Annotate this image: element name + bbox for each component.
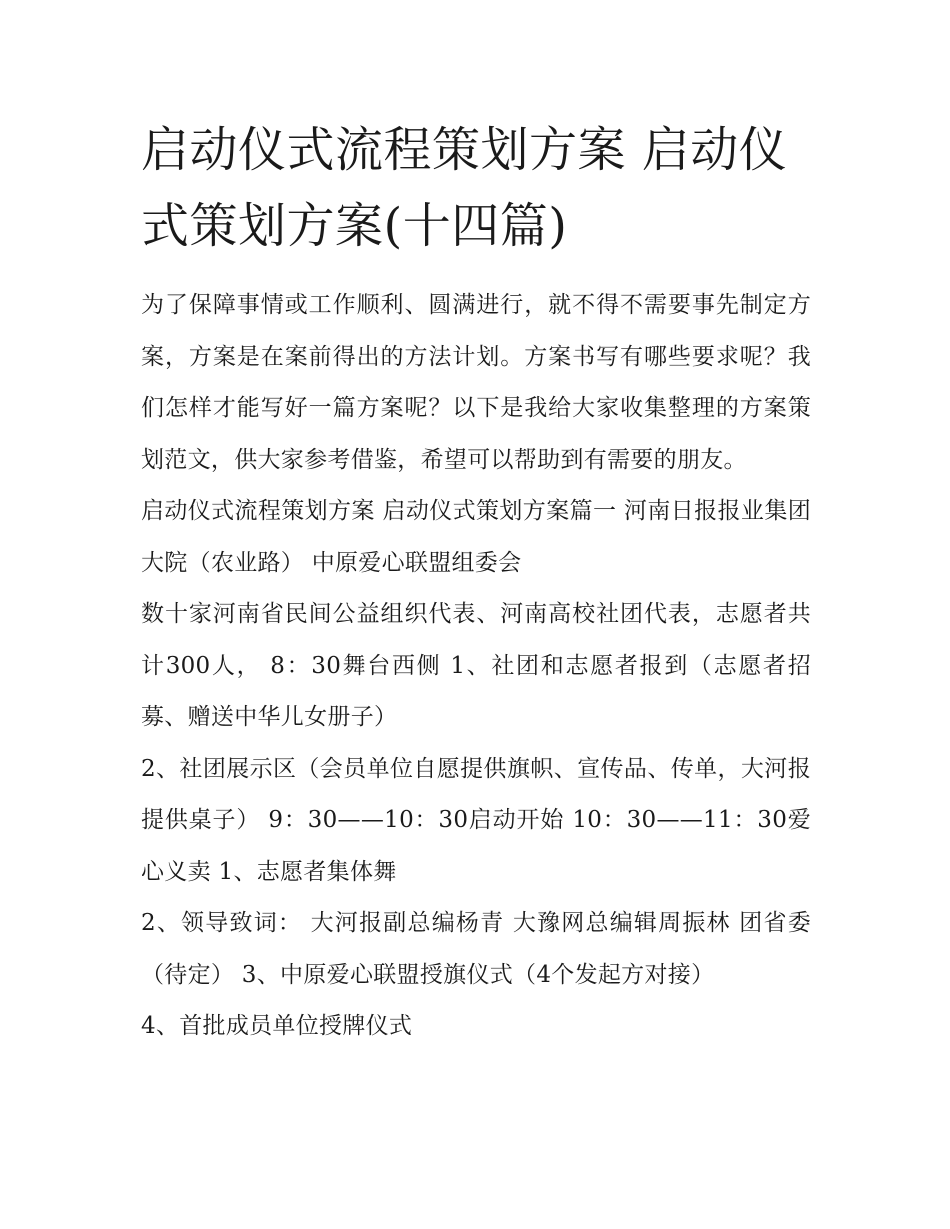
- paragraph-venue: 启动仪式流程策划方案 启动仪式策划方案篇一 河南日报报业集团大院（农业路） 中原爱心联盟组委会: [141, 498, 811, 576]
- document-page: [141, 112, 811, 1053]
- paragraph-exhibition: 2、社团展示区（会员单位自愿提供旗帜、宣传品、传单，大河报提供桌子） 9：30——10：30启动开始 10：30——11：30爱心义卖 1、志愿者集体舞: [141, 755, 811, 885]
- paragraph-awarding: 4、首批成员单位授牌仪式: [141, 1013, 413, 1039]
- document-title: 启动仪式流程策划方案 启动仪式策划方案(十四篇): [141, 122, 788, 254]
- paragraph-intro: 为了保障事情或工作顺利、圆满进行，就不得不需要事先制定方案，方案是在案前得出的方法计划。方案书写有哪些要求呢？我们怎样才能写好一篇方案呢？以下是我给大家收集整理的方案策划范文，供大家参考借鉴，希望可以帮助到有需要的朋友。: [141, 292, 811, 473]
- paragraph-speeches: 2、领导致词： 大河报副总编杨青 大豫网总编辑周振林 团省委（待定） 3、中原爱心联盟授旗仪式（4个发起方对接）: [141, 910, 811, 988]
- paragraph-participants: 数十家河南省民间公益组织代表、河南高校社团代表，志愿者共计300人， 8：30舞台西侧 1、社团和志愿者报到（志愿者招募、赠送中华儿女册子）: [141, 601, 811, 730]
